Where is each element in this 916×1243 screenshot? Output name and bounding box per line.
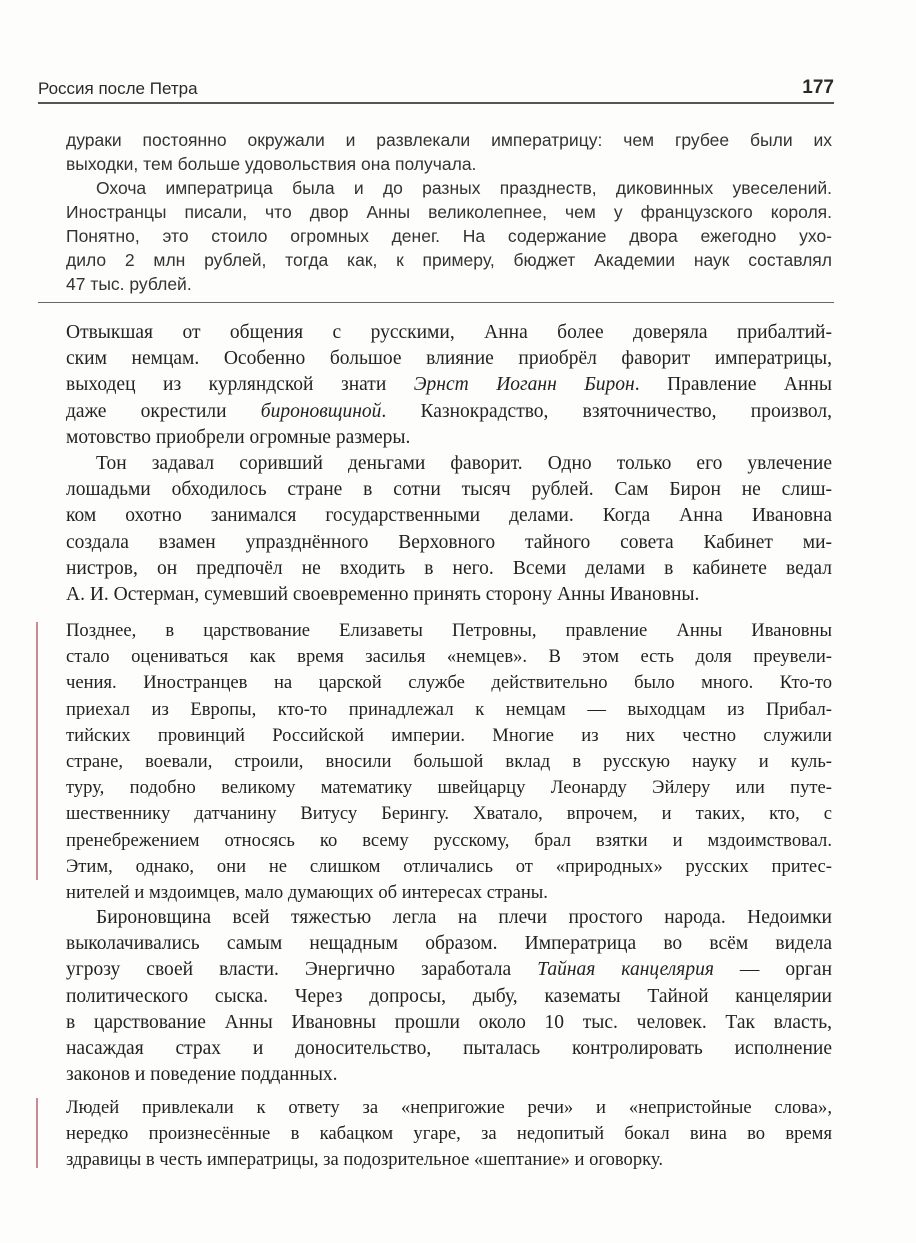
text-line: даже окрестили бироновщиной. Казнокрадство, взяточничество, произвол,: [66, 400, 833, 422]
text-line: лошадьми обходилось стране в сотни тысяч рублей. Сам Бирон не слиш-: [66, 479, 832, 501]
text-line: нередко произнесённые в кабацком угаре, за недопитый бокал вина во время: [66, 1123, 832, 1145]
text-line: угрозу своей власти. Энергично заработала Тайная канцелярия — орган: [66, 959, 832, 981]
text-line: создала взамен упразднённого Верховного тайного совета Кабинет ми-: [66, 531, 832, 553]
text-line: Людей привлекали к ответу за «непригожие речи» и «непристойные слова»,: [66, 1097, 832, 1118]
main-paragraph-2: [66, 451, 832, 608]
text-line: Тон задавал соривший деньгами фаворит. Одно только его увлечение: [96, 453, 832, 474]
text-line: Понятно, это стоило огромных денег. На содержание двора ежегодно ухо-: [66, 226, 832, 246]
chapter-title: Россия после Петра: [38, 79, 198, 98]
text-line: Этим, однако, они не слишком отличались от «природных» русских притес-: [66, 855, 832, 877]
note-accent-bar: [36, 622, 38, 880]
text-line: дило 2 млн рублей, тогда как, к примеру, бюджет Академии наук составлял: [66, 250, 832, 270]
text-line: Охоча императрица была и до разных празднеств, диковинных увеселений.: [96, 178, 832, 198]
text-line: туру, подобно великому математику швейцарцу Леонарду Эйлеру или путе-: [66, 777, 832, 799]
text-line: выходец из курляндской знати Эрнст Иоганн Бирон. Правление Анны: [66, 374, 832, 396]
sans-aside-block: [66, 128, 832, 296]
text-line: насаждая страх и доносительство, пыталась контролировать исполнение: [66, 1038, 832, 1060]
text-line: выходки, тем больше удовольствия она получала.: [66, 154, 477, 174]
text-line: Отвыкшая от общения с русскими, Анна более доверяла прибалтий-: [66, 322, 832, 343]
note-accent-bar: [36, 1098, 38, 1168]
text-line: стало оцениваться как время засилья «немцев». В этом есть доля преувели-: [66, 646, 832, 668]
text-line: 47 тыс. рублей.: [66, 274, 192, 294]
text-line: А. И. Остерман, сумевший своевременно принять сторону Анны Ивановны.: [66, 584, 700, 606]
text-line: ским немцам. Особенно большое влияние приобрёл фаворит императрицы,: [66, 348, 832, 370]
divider-rule: [38, 302, 834, 303]
text-line: выколачивались самым нещадным образом. Императрица во всём видела: [66, 933, 832, 955]
text-line: Иностранцы писали, что двор Анны великолепнее, чем у французского короля.: [66, 202, 832, 222]
text-line: политического сыска. Через допросы, дыбу, казематы Тайной канцелярии: [66, 985, 832, 1007]
text-line: ком охотно занимался государственными делами. Когда Анна Ивановна: [66, 505, 832, 527]
text-line: стране, воевали, строили, вносили большой вклад в русскую науку и куль-: [66, 751, 832, 773]
text-line: законов и поведение подданных.: [66, 1064, 338, 1086]
main-paragraph-3: [66, 905, 832, 1088]
main-paragraph-1: [66, 320, 832, 451]
text-line: нистров, он предпочёл не входить в него. Всеми делами в кабинете ведал: [66, 557, 832, 579]
text-line: приехал из Европы, кто-то принадлежал к немцам — выходцам из Прибал-: [66, 698, 832, 720]
text-line: тийских провинций Российской империи. Многие из них честно служили: [66, 724, 832, 746]
text-line: мотовство приобрели огромные размеры.: [66, 426, 411, 448]
text-line: здравицы в честь императрицы, за подозрительное «шептание» и оговорку.: [66, 1149, 663, 1171]
side-note-1: [66, 618, 832, 906]
text-line: пренебрежением относясь ко всему русскому, брал взятки и мздоимствовал.: [66, 829, 832, 851]
running-header: [38, 74, 834, 104]
page-number: 177: [802, 77, 834, 98]
text-line: нителей и мздоимцев, мало думающих об интересах страны.: [66, 882, 548, 904]
text-line: чения. Иностранцев на царской службе действительно было много. Кто-то: [66, 672, 832, 694]
text-line: шественнику датчанину Витусу Берингу. Хватало, впрочем, и таких, кто, с: [66, 803, 832, 825]
text-line: Бироновщина всей тяжестью легла на плечи простого народа. Недоимки: [96, 907, 832, 928]
text-line: Позднее, в царствование Елизаветы Петровны, правление Анны Ивановны: [66, 620, 832, 641]
text-line: дураки постоянно окружали и развлекали императрицу: чем грубее были их: [66, 130, 832, 150]
side-note-2: [66, 1095, 832, 1174]
text-line: в царствование Анны Ивановны прошли около 10 тыс. человек. Так власть,: [66, 1011, 832, 1033]
